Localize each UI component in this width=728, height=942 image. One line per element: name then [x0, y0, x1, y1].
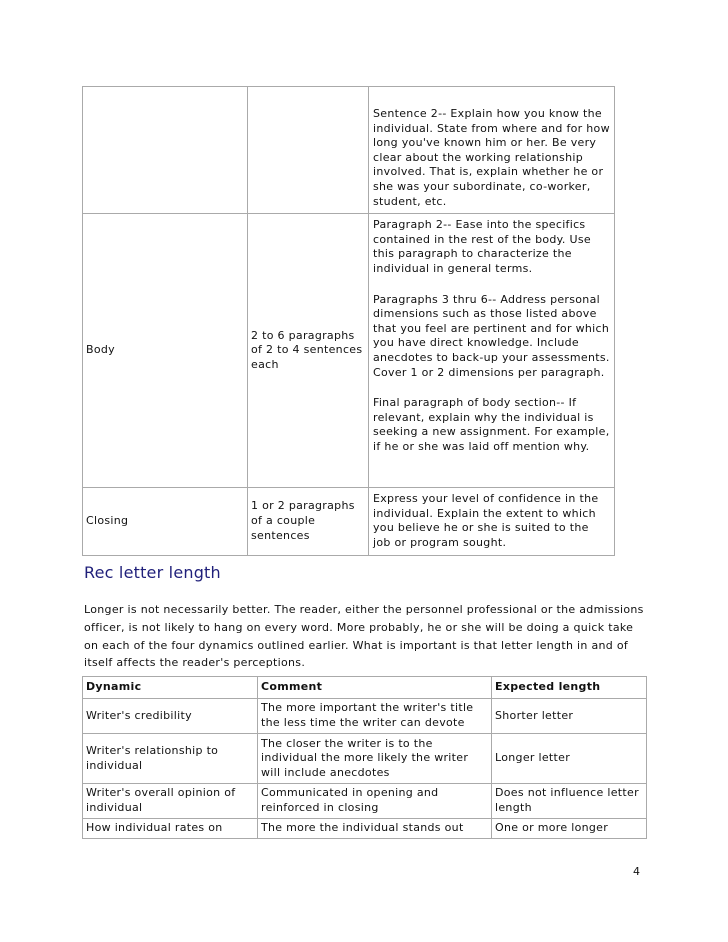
column-header: Dynamic: [83, 677, 258, 699]
table-cell: Communicated in opening and reinforced in closing: [258, 784, 492, 819]
table-cell: The more the individual stands out: [258, 819, 492, 839]
section-heading: Rec letter length: [84, 563, 221, 582]
detail-paragraph: Express your level of confidence in the individual. Explain the extent to which you believe he or she is suited to the job or program sought.: [373, 492, 599, 549]
table-row: [83, 488, 615, 555]
table-cell: Writer's credibility: [83, 699, 258, 734]
detail-paragraph: Final paragraph of body section-- If relevant, explain why the individual is seeking a new assignment. For example, if he or she was laid off mention why.: [373, 396, 610, 453]
section-cell: Body: [83, 214, 248, 488]
table-cell: Shorter letter: [492, 699, 647, 734]
section-cell: Closing: [83, 488, 248, 555]
table-cell: The more important the writer's title the less time the writer can devote: [258, 699, 492, 734]
table-header-row: [83, 677, 647, 699]
column-header: Comment: [258, 677, 492, 699]
table-cell: The closer the writer is to the individual the more likely the writer will include anecdotes: [258, 734, 492, 784]
table-row: [83, 784, 647, 819]
detail-paragraph: Sentence 2-- Explain how you know the individual. State from where and for how long you've known him or her. Be very clear about the working relationship involved. That is, explain whether he or she was your subordinate, co-worker, student, etc.: [373, 107, 610, 208]
page-number: 4: [633, 865, 640, 878]
letter-structure-table: [82, 86, 615, 556]
table-cell: Does not influence letter length: [492, 784, 647, 819]
details-cell: [369, 488, 615, 555]
table-cell: How individual rates on: [83, 819, 258, 839]
table-cell: Writer's relationship to individual: [83, 734, 258, 784]
body-paragraph: Longer is not necessarily better. The reader, either the personnel professional or the admissions officer, is not likely to hang on every word. More probably, he or she will be doing a quick take on each of the four dynamics outlined earlier. What is important is that letter length in and of itself affects the reader's perceptions.: [84, 603, 644, 670]
table-cell: Writer's overall opinion of individual: [83, 784, 258, 819]
letter-length-table: [82, 676, 647, 839]
table-row: [83, 819, 647, 839]
section-cell: [83, 87, 248, 214]
table-row: [83, 699, 647, 734]
details-cell: [369, 87, 615, 214]
table-row: [83, 734, 647, 784]
table-cell: Longer letter: [492, 734, 647, 784]
length-cell: 2 to 6 paragraphs of 2 to 4 sentences each: [248, 214, 369, 488]
table-cell: One or more longer: [492, 819, 647, 839]
detail-paragraph: Paragraphs 3 thru 6-- Address personal dimensions such as those listed above that you feel are pertinent and for which you have direct knowledge. Include anecdotes to back-up your assessments. Cover 1 or 2 dimensions per paragraph.: [373, 292, 610, 379]
detail-paragraph: Paragraph 2-- Ease into the specifics contained in the rest of the body. Use this paragraph to characterize the individual in general terms.: [373, 218, 591, 275]
details-cell: [369, 214, 615, 488]
column-header: Expected length: [492, 677, 647, 699]
table-row: [83, 214, 615, 488]
length-cell: [248, 87, 369, 214]
table-row: [83, 87, 615, 214]
length-cell: 1 or 2 paragraphs of a couple sentences: [248, 488, 369, 555]
